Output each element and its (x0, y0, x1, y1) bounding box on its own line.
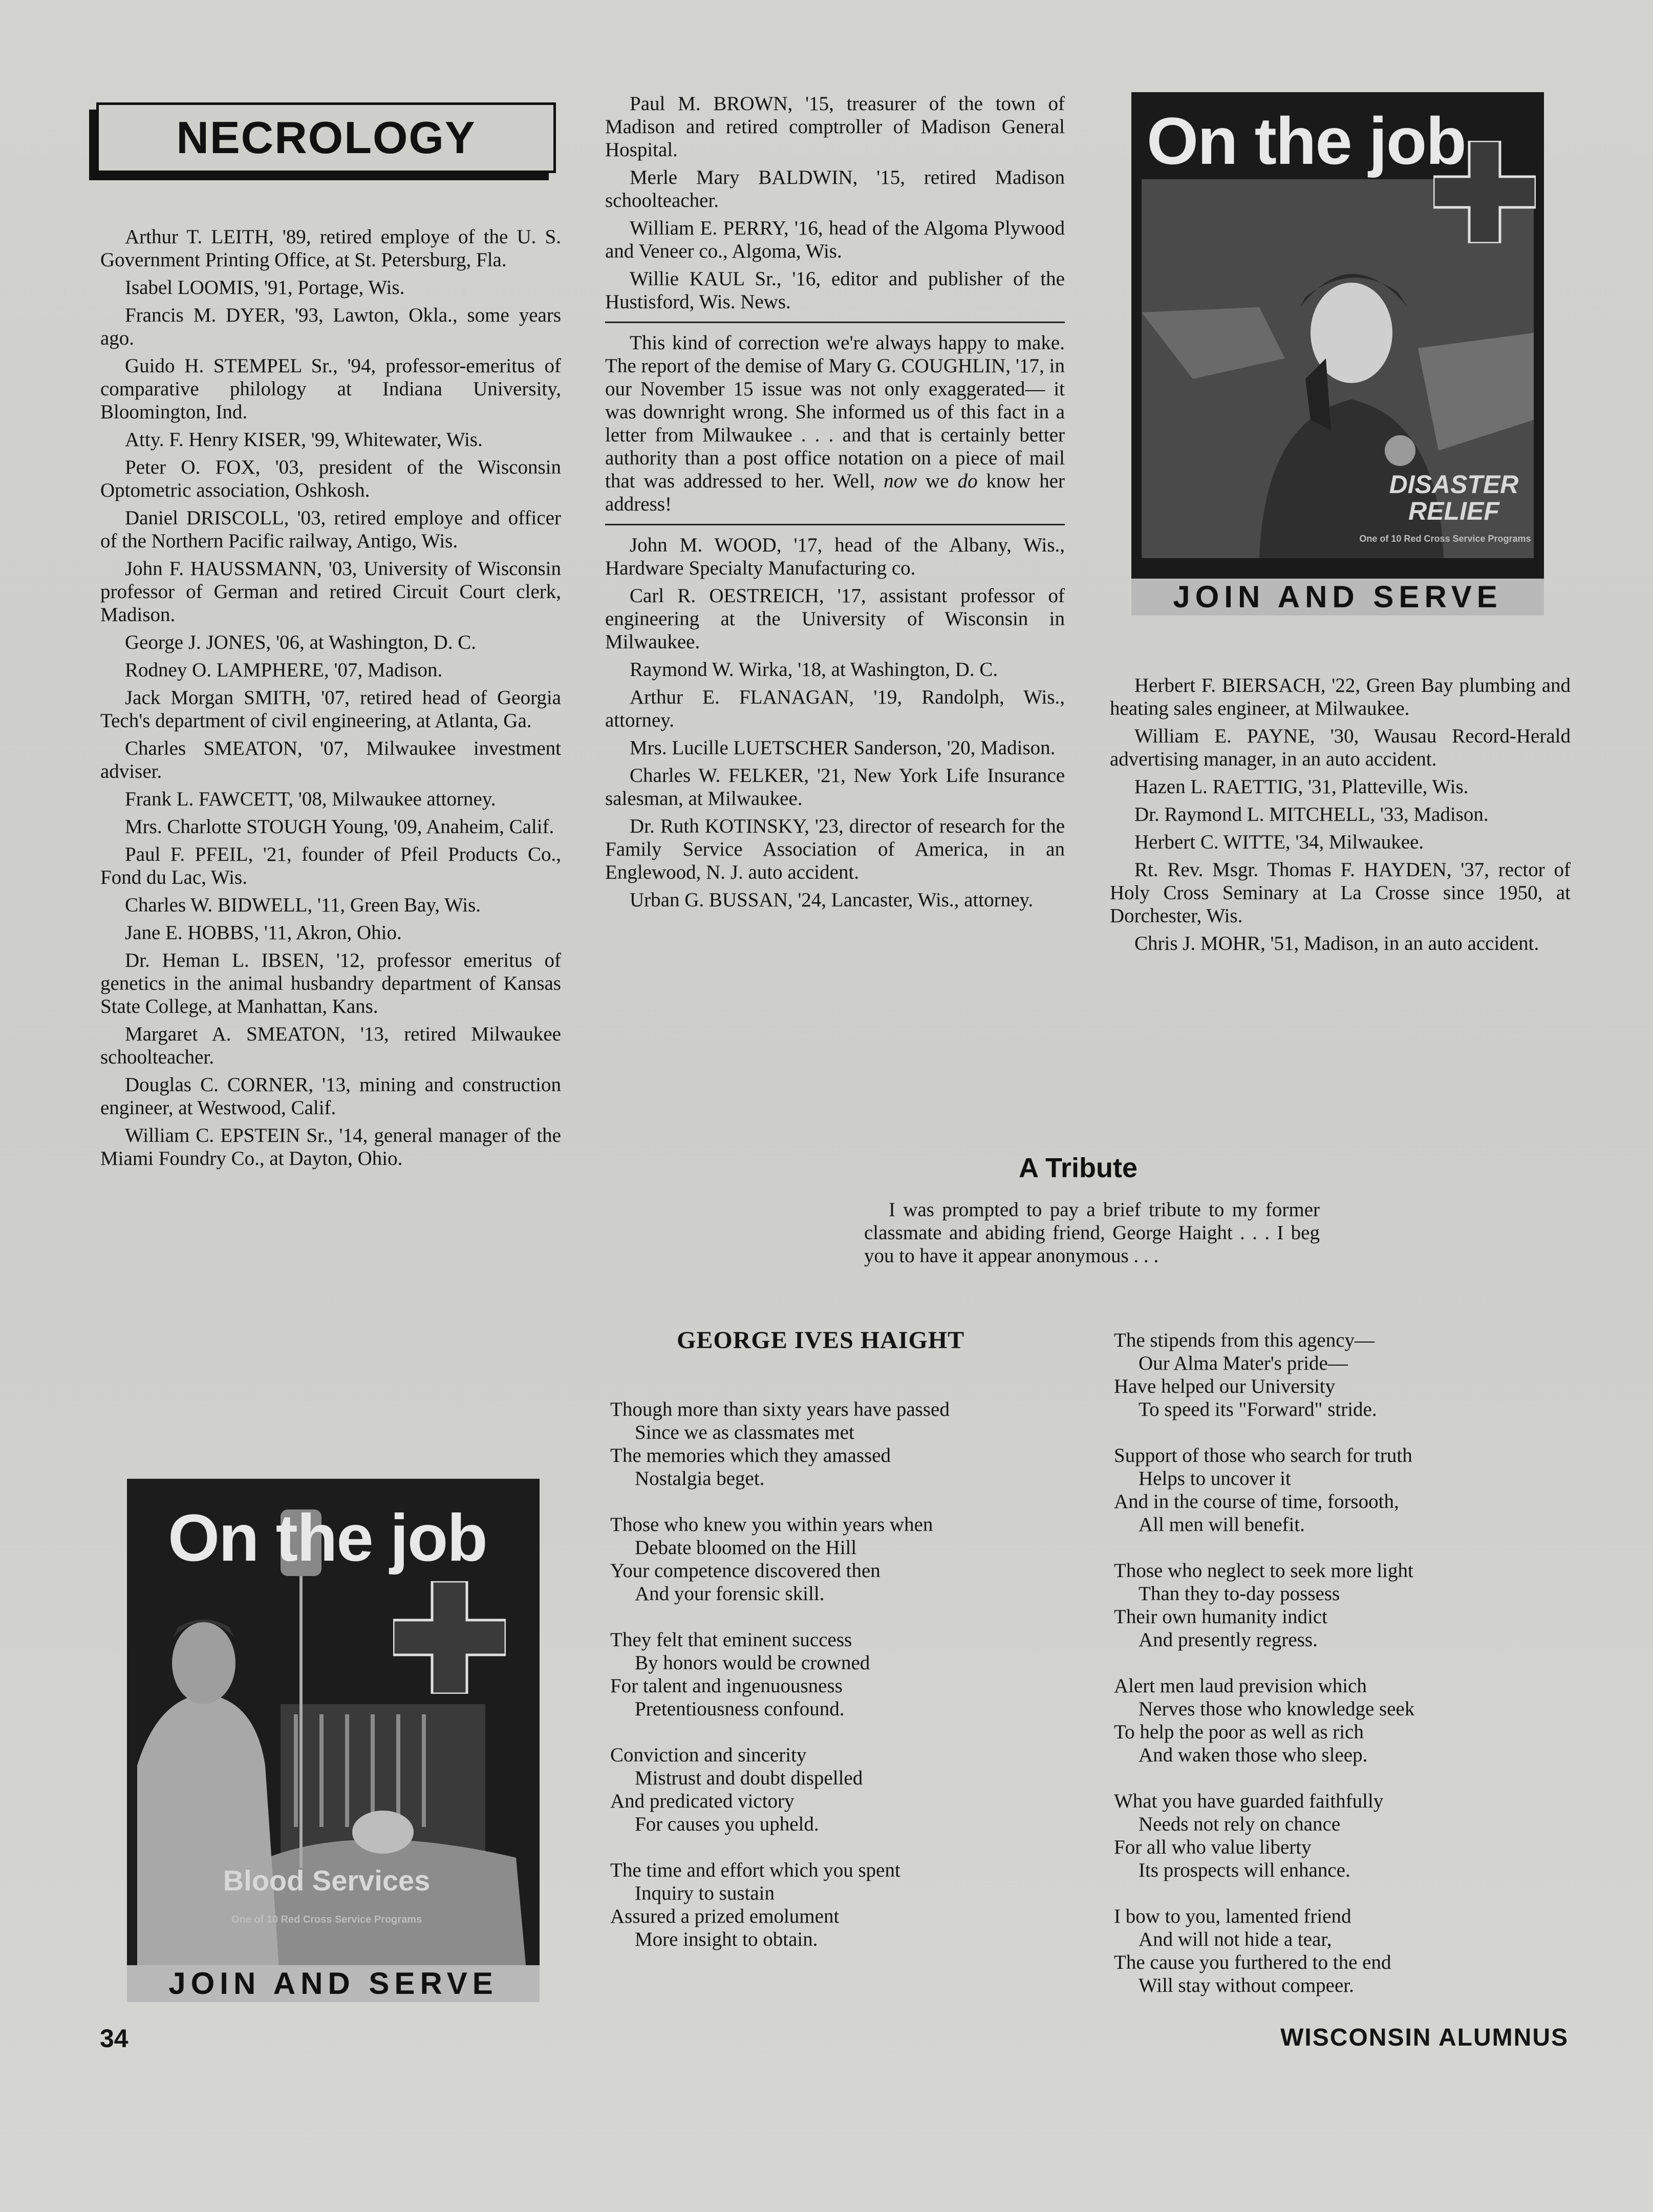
necrology-column-3 (1110, 674, 1571, 960)
poem-line: For talent and ingenuousness (610, 1675, 843, 1697)
poem-line: To speed its "Forward" stride. (1139, 1398, 1377, 1420)
obituary-entry: Jack Morgan SMITH, '07, retired head of Georgia Tech's department of civil engineering, at Atlanta, Ga. (100, 687, 561, 732)
correction-text-2: we (917, 470, 958, 492)
poem-line: Its prospects will enhance. (1139, 1859, 1350, 1881)
poem-line: Helps to uncover it (1139, 1467, 1291, 1490)
obituary-entry: Charles SMEATON, '07, Milwaukee investment adviser. (100, 737, 561, 782)
poem-line: To help the poor as well as rich (1114, 1721, 1364, 1743)
poem-stanza (1114, 1790, 1575, 1882)
poem-line: Your competence discovered then (610, 1560, 881, 1582)
obituary-entry: Mrs. Lucille LUETSCHER Sanderson, '20, Madison. (630, 737, 1056, 759)
tribute-heading: A Tribute (1019, 1153, 1138, 1183)
obituary-entry: Carl R. OESTREICH, '17, assistant professor of engineering at the University of Wisconsin in Milwaukee. (605, 585, 1065, 653)
poem-line: More insight to obtain. (635, 1928, 818, 1950)
poem-line: Debate bloomed on the Hill (635, 1537, 857, 1559)
poster-top-banner: JOIN AND SERVE (1131, 579, 1544, 615)
obituary-entry: Chris J. MOHR, '51, Madison, in an auto accident. (1134, 932, 1539, 954)
poem-line: They felt that eminent success (610, 1629, 852, 1651)
correction-emphasis-do: do (957, 470, 978, 492)
obituary-entry: Charles W. BIDWELL, '11, Green Bay, Wis. (125, 894, 481, 916)
poster-top-subtitle-line-1: DISASTER (1389, 470, 1519, 499)
poem-line: And your forensic skill. (635, 1583, 825, 1605)
poem-line: And in the course of time, forsooth, (1114, 1491, 1399, 1513)
column-2-bottom-entries (605, 534, 1065, 911)
poem-stanza (610, 1628, 1071, 1720)
obituary-entry: Merle Mary BALDWIN, '15, retired Madison schoolteacher. (605, 166, 1065, 211)
correction-emphasis-now: now (884, 470, 917, 492)
correction-note (605, 331, 1065, 516)
divider (605, 524, 1065, 525)
correction-text-1: This kind of correction we're always happy to make. The report of the demise of Mary G. COUGHLIN, '17, in our November 15 issue was not only exaggerated— it was downright wrong. She informed us of this fact in a letter from Milwaukee . . . and that is certainly better authority than a post office notation on a piece of mail that was addressed to her. Well, (605, 332, 1065, 492)
divider (605, 322, 1065, 323)
obituary-entry: Urban G. BUSSAN, '24, Lancaster, Wis., attorney. (630, 889, 1034, 911)
obituary-entry: Frank L. FAWCETT, '08, Milwaukee attorney. (125, 788, 496, 810)
poem-line: And will not hide a tear, (1139, 1928, 1332, 1950)
poem-line: All men will benefit. (1139, 1514, 1305, 1536)
necrology-title: NECROLOGY (176, 112, 476, 163)
obituary-entry: Arthur T. LEITH, '89, retired employe of the U. S. Government Printing Office, at St. Petersburg, Fla. (100, 226, 561, 271)
obituary-entry: John M. WOOD, '17, head of the Albany, Wis., Hardware Specialty Manufacturing co. (605, 534, 1065, 579)
poem-line: The cause you furthered to the end (1114, 1951, 1391, 1973)
obituary-entry: Rt. Rev. Msgr. Thomas F. HAYDEN, '37, rector of Holy Cross Seminary at La Crosse since 1950, at Dorchester, Wis. (1110, 859, 1571, 927)
poem-line: Those who neglect to seek more light (1114, 1560, 1413, 1582)
tribute-intro: I was prompted to pay a brief tribute to my former classmate and abiding friend, George Haight . . . I beg you to have it appear anonymous . . . (864, 1199, 1320, 1267)
obituary-entry: Jane E. HOBBS, '11, Akron, Ohio. (125, 922, 402, 944)
obituary-entry: Guido H. STEMPEL Sr., '94, professor-emeritus of comparative philology at Indiana University, Bloomington, Ind. (100, 355, 561, 423)
poster-top-title: On the job (1147, 103, 1466, 178)
poem-line: Have helped our University (1114, 1375, 1336, 1397)
poem-stanza (1114, 1905, 1575, 1997)
poem-line: Our Alma Mater's pride— (1139, 1352, 1348, 1374)
poem-line: Will stay without compeer. (1139, 1974, 1354, 1996)
poem-line: Pretentiousness confound. (635, 1698, 845, 1720)
obituary-entry: Francis M. DYER, '93, Lawton, Okla., some years ago. (100, 304, 561, 349)
obituary-entry: Isabel LOOMIS, '91, Portage, Wis. (125, 276, 405, 299)
obituary-entry: Herbert F. BIERSACH, '22, Green Bay plumbing and heating sales engineer, at Milwaukee. (1110, 674, 1571, 719)
poem-line: For all who value liberty (1114, 1836, 1312, 1858)
poem-line: Support of those who search for truth (1114, 1444, 1412, 1466)
obituary-entry: Paul F. PFEIL, '21, founder of Pfeil Products Co., Fond du Lac, Wis. (100, 843, 561, 888)
poem-line: Though more than sixty years have passed (610, 1398, 950, 1420)
correction-text-3: know her address! (605, 470, 1065, 515)
obituary-entry: Peter O. FOX, '03, president of the Wisconsin Optometric association, Oshkosh. (100, 456, 561, 501)
red-cross-poster-disaster-relief (1131, 92, 1544, 615)
poem-line: And predicated victory (610, 1790, 795, 1812)
obituary-entry: Daniel DRISCOLL, '03, retired employe and officer of the Northern Pacific railway, Antigo, Wis. (100, 507, 561, 552)
poem-line: By honors would be crowned (635, 1652, 870, 1674)
obituary-entry: Charles W. FELKER, '21, New York Life Insurance salesman, at Milwaukee. (605, 764, 1065, 810)
obituary-entry: John F. HAUSSMANN, '03, University of Wisconsin professor of German and retired Circuit Court clerk, Madison. (100, 558, 561, 626)
poster-top-program: One of 10 Red Cross Service Programs (1359, 534, 1531, 544)
poem-stanza (610, 1398, 1071, 1490)
necrology-column-1 (100, 225, 561, 1175)
necrology-column-2 (605, 92, 1065, 916)
obituary-entry: Dr. Ruth KOTINSKY, '23, director of research for the Family Service Association of America, in an Englewood, N. J. auto accident. (605, 815, 1065, 883)
poem-stanza (1114, 1329, 1575, 1421)
poem-line: Inquiry to sustain (635, 1882, 775, 1904)
poem-line: Since we as classmates met (635, 1421, 854, 1443)
obituary-entry: Herbert C. WITTE, '34, Milwaukee. (1134, 831, 1424, 853)
obituary-entry: Hazen L. RAETTIG, '31, Platteville, Wis. (1134, 776, 1469, 798)
obituary-entry: Rodney O. LAMPHERE, '07, Madison. (125, 659, 443, 681)
necrology-header (96, 102, 556, 173)
poem-stanza (1114, 1559, 1575, 1651)
red-cross-icon (393, 1581, 506, 1694)
poem-stanza (610, 1743, 1071, 1836)
magazine-name: WISCONSIN ALUMNUS (1280, 2024, 1569, 2051)
poem-line: Mistrust and doubt dispelled (635, 1767, 863, 1789)
obituary-entry: Douglas C. CORNER, '13, mining and construction engineer, at Westwood, Calif. (100, 1074, 561, 1119)
poem-line: Than they to-day possess (1139, 1583, 1340, 1605)
poem-line: Conviction and sincerity (610, 1744, 807, 1766)
red-cross-poster-blood-services (127, 1479, 540, 2002)
obituary-entry: Dr. Heman L. IBSEN, '12, professor emeritus of genetics in the animal husbandry department of Kansas State College, at Manhattan, Kans. (100, 949, 561, 1017)
poem-line: Nerves those who knowledge seek (1139, 1698, 1415, 1720)
obituary-entry: Mrs. Charlotte STOUGH Young, '09, Anaheim, Calif. (125, 816, 554, 838)
poem-line: Those who knew you within years when (610, 1514, 933, 1536)
obituary-entry: Raymond W. Wirka, '18, at Washington, D. C. (630, 658, 998, 680)
obituary-entry: Atty. F. Henry KISER, '99, Whitewater, Wis. (125, 429, 483, 451)
obituary-entry: Arthur E. FLANAGAN, '19, Randolph, Wis., attorney. (605, 686, 1065, 731)
poem-line: Nostalgia beget. (635, 1467, 765, 1490)
red-cross-icon (1433, 141, 1536, 243)
poem-line: I bow to you, lamented friend (1114, 1905, 1351, 1927)
poster-bottom-banner: JOIN AND SERVE (127, 1965, 540, 2002)
poem-line: For causes you upheld. (635, 1813, 819, 1835)
poem-left-column (610, 1398, 1071, 1974)
poem-line: Assured a prized emolument (610, 1905, 840, 1927)
poem-line: Alert men laud prevision which (1114, 1675, 1367, 1697)
poster-top-subtitle-line-2: RELIEF (1408, 497, 1499, 525)
poem-stanza (1114, 1444, 1575, 1536)
poem-line: Needs not rely on chance (1139, 1813, 1341, 1835)
obituary-entry: William C. EPSTEIN Sr., '14, general manager of the Miami Foundry Co., at Dayton, Ohio. (100, 1124, 561, 1169)
poem-line: The stipends from this agency— (1114, 1329, 1375, 1351)
page-number: 34 (100, 2024, 128, 2053)
poster-bottom-subtitle: Blood Services (223, 1864, 431, 1897)
poster-bottom-title: On the job (168, 1500, 487, 1575)
poem-stanza (610, 1513, 1071, 1605)
poster-top-subtitle (1367, 471, 1541, 524)
obituary-entry: William E. PERRY, '16, head of the Algoma Plywood and Veneer co., Algoma, Wis. (605, 217, 1065, 262)
poem-line: What you have guarded faithfully (1114, 1790, 1384, 1812)
poem-stanza (610, 1859, 1071, 1951)
poem-right-column (1114, 1329, 1575, 2020)
obituary-entry: Margaret A. SMEATON, '13, retired Milwaukee schoolteacher. (100, 1023, 561, 1068)
obituary-entry: Dr. Raymond L. MITCHELL, '33, Madison. (1134, 803, 1489, 825)
poem-line: Their own humanity indict (1114, 1606, 1328, 1628)
obituary-entry: George J. JONES, '06, at Washington, D. C. (125, 631, 477, 653)
poem-line: The time and effort which you spent (610, 1859, 900, 1881)
poem-stanza (1114, 1674, 1575, 1767)
obituary-entry: William E. PAYNE, '30, Wausau Record-Herald advertising manager, in an auto accident. (1110, 725, 1571, 770)
poem-line: And waken those who sleep. (1139, 1744, 1368, 1766)
poster-bottom-program: One of 10 Red Cross Service Programs (231, 1914, 422, 1925)
obituary-entry: Paul M. BROWN, '15, treasurer of the town of Madison and retired comptroller of Madison General Hospital. (605, 93, 1065, 161)
obituary-entry: Willie KAUL Sr., '16, editor and publisher of the Hustisford, Wis. News. (605, 268, 1065, 313)
poem-line: The memories which they amassed (610, 1444, 891, 1466)
column-2-top-entries (605, 92, 1065, 313)
poem-line: And presently regress. (1139, 1629, 1318, 1651)
poem-title: GEORGE IVES HAIGHT (677, 1327, 965, 1354)
